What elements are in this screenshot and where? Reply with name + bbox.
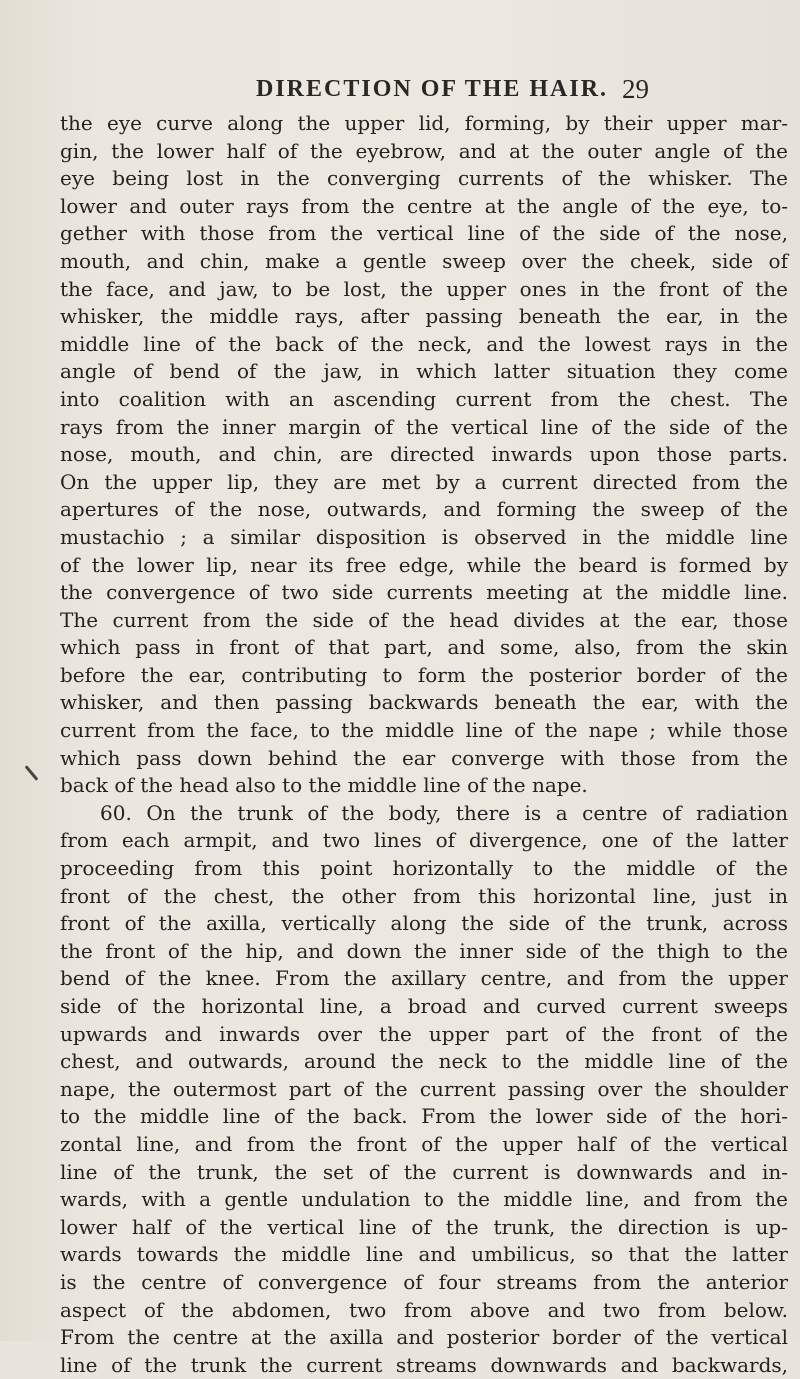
text-line: before the ear, contributing to form the posterior border of the — [60, 662, 788, 687]
text-line: mustachio ; a similar disposition is observed in the middle line — [60, 524, 788, 549]
text-line: line of the trunk the current streams downwards and backwards, — [60, 1352, 788, 1377]
text-line: zontal line, and from the front of the upper half of the vertical — [60, 1131, 788, 1156]
text-line: front of the axilla, vertically along the side of the trunk, across — [60, 911, 788, 936]
text-line: the front of the hip, and down the inner side of the thigh to the — [60, 938, 788, 963]
text-line: is the centre of convergence of four streams from the anterior — [60, 1269, 788, 1294]
text-line: gether with those from the vertical line of the side of the nose, — [60, 221, 788, 246]
text-line: mouth, and chin, make a gentle sweep over the cheek, side of — [60, 248, 788, 273]
text-line: lower and outer rays from the centre at the angle of the eye, to- — [60, 193, 788, 218]
text-line: bend of the knee. From the axillary centre, and from the upper — [60, 966, 788, 991]
text-line: the face, and jaw, to be lost, the upper ones in the front of the — [60, 276, 788, 301]
text-line: rays from the inner margin of the vertical line of the side of the — [60, 414, 788, 439]
text-line: wards towards the middle line and umbilicus, so that the latter — [60, 1242, 788, 1267]
text-line: which pass down behind the ear converge with those from the — [60, 745, 788, 770]
text-line: angle of bend of the jaw, in which latter situation they come — [60, 359, 788, 384]
text-line: front of the chest, the other from this horizontal line, just in — [60, 883, 788, 908]
text-line: to the middle line of the back. From the lower side of the hori- — [60, 1104, 788, 1129]
text-line: line of the trunk, the set of the current is downwards and in- — [60, 1159, 788, 1184]
paragraph-end-line: back of the head also to the middle line of the nape. — [60, 773, 588, 798]
text-line: From the centre at the axilla and posterior border of the vertical — [60, 1325, 788, 1350]
text-line: wards, with a gentle undulation to the middle line, and from the — [60, 1187, 788, 1212]
text-line: middle line of the back of the neck, and the lowest rays in the — [60, 331, 788, 356]
ink-mark — [25, 765, 39, 781]
page-number: 29 — [622, 74, 649, 104]
running-head: DIRECTION OF THE HAIR. — [256, 76, 609, 102]
text-line: On the upper lip, they are met by a current directed from the — [60, 469, 788, 494]
text-line: which pass in front of that part, and some, also, from the skin — [60, 635, 788, 660]
text-line: current from the face, to the middle line of the nape ; while those — [60, 718, 788, 743]
text-line: the eye curve along the upper lid, forming, by their upper mar- — [60, 111, 788, 135]
text-line: side of the horizontal line, a broad and curved current sweeps — [60, 994, 788, 1018]
section-60-first-line: 60. On the trunk of the body, there is a centre of radiation — [100, 800, 788, 825]
text-line: nose, mouth, and chin, are directed inwards upon those parts. — [60, 442, 788, 467]
text-line: chest, and outwards, around the neck to the middle line of the — [60, 1049, 788, 1074]
text-line: nape, the outermost part of the current passing over the shoulder — [60, 1076, 788, 1101]
text-line: of the lower lip, near its free edge, while the beard is formed by — [60, 552, 788, 577]
text-line: gin, the lower half of the eyebrow, and at the outer angle of the — [60, 138, 788, 163]
text-line: the convergence of two side currents meeting at the middle line. — [60, 580, 788, 605]
text-line: into coalition with an ascending current from the chest. The — [60, 386, 788, 411]
text-line: proceeding from this point horizontally to the middle of the — [60, 856, 788, 881]
text-line: whisker, the middle rays, after passing beneath the ear, in the — [60, 304, 788, 329]
text-line: upwards and inwards over the upper part of the front of the — [60, 1021, 788, 1046]
text-line: eye being lost in the converging currents of the whisker. The — [60, 166, 788, 191]
text-line: whisker, and then passing backwards beneath the ear, with the — [60, 690, 788, 715]
text-line: from each armpit, and two lines of divergence, one of the latter — [60, 828, 788, 853]
text-line: apertures of the nose, outwards, and forming the sweep of the — [60, 497, 788, 522]
body-text — [60, 110, 788, 1379]
text-line: lower half of the vertical line of the trunk, the direction is up- — [60, 1214, 788, 1239]
text-line: aspect of the abdomen, two from above and two from below. — [60, 1297, 788, 1322]
text-line: The current from the side of the head divides at the ear, those — [60, 607, 788, 632]
